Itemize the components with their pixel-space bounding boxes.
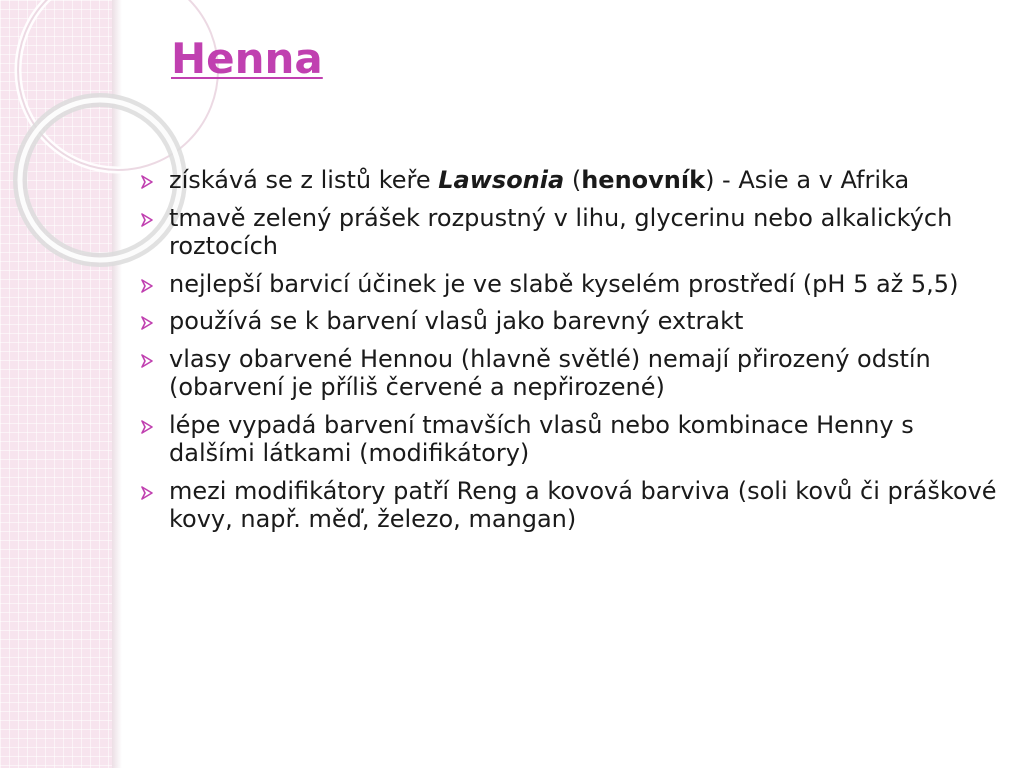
bullet-text: používá se k barvení vlasů jako barevný extrakt	[169, 307, 744, 336]
bullet-text: lépe vypadá barvení tmavších vlasů nebo kombinace Henny s dalšími látkami (modifikátory)	[169, 410, 914, 468]
arrow-bullet-icon	[140, 175, 154, 189]
bullet-text-plain: ) - Asie a v Afrika	[705, 166, 910, 194]
bullet-item	[140, 204, 998, 261]
arrow-bullet-icon	[140, 486, 154, 500]
slide-title: Henna	[171, 34, 323, 83]
arrow-bullet-icon	[140, 279, 154, 293]
arrow-bullet-icon	[140, 420, 154, 434]
bullet-item	[140, 307, 998, 336]
arrow-bullet-icon	[140, 354, 154, 368]
bullet-text: nejlepší barvicí účinek je ve slabě kyselém prostředí (pH 5 až 5,5)	[169, 269, 959, 298]
bullet-text-italic: Lawsonia	[438, 166, 565, 194]
bullet-text: tmavě zelený prášek rozpustný v lihu, glycerinu nebo alkalických roztocích	[169, 203, 953, 261]
bullet-text-plain: (	[564, 166, 582, 194]
arrow-bullet-icon	[140, 316, 154, 330]
bullet-text-bold: henovník	[581, 166, 706, 194]
bullet-text: vlasy obarvené Hennou (hlavně světlé) nemají přirozený odstín (obarvení je příliš červené a nepřirozené)	[169, 344, 931, 402]
arrow-bullet-icon	[140, 213, 154, 227]
bullet-item	[140, 411, 998, 468]
bullet-text: mezi modifikátory patří Reng a kovová barviva (soli kovů či práškové kovy, např. měď, železo, mangan)	[169, 476, 997, 534]
bullet-item	[140, 166, 998, 195]
bullet-item	[140, 477, 998, 534]
bullet-item	[140, 270, 998, 299]
bullet-item	[140, 345, 998, 402]
bullet-list	[140, 166, 998, 543]
bullet-text-plain: získává se z listů keře	[169, 166, 439, 194]
